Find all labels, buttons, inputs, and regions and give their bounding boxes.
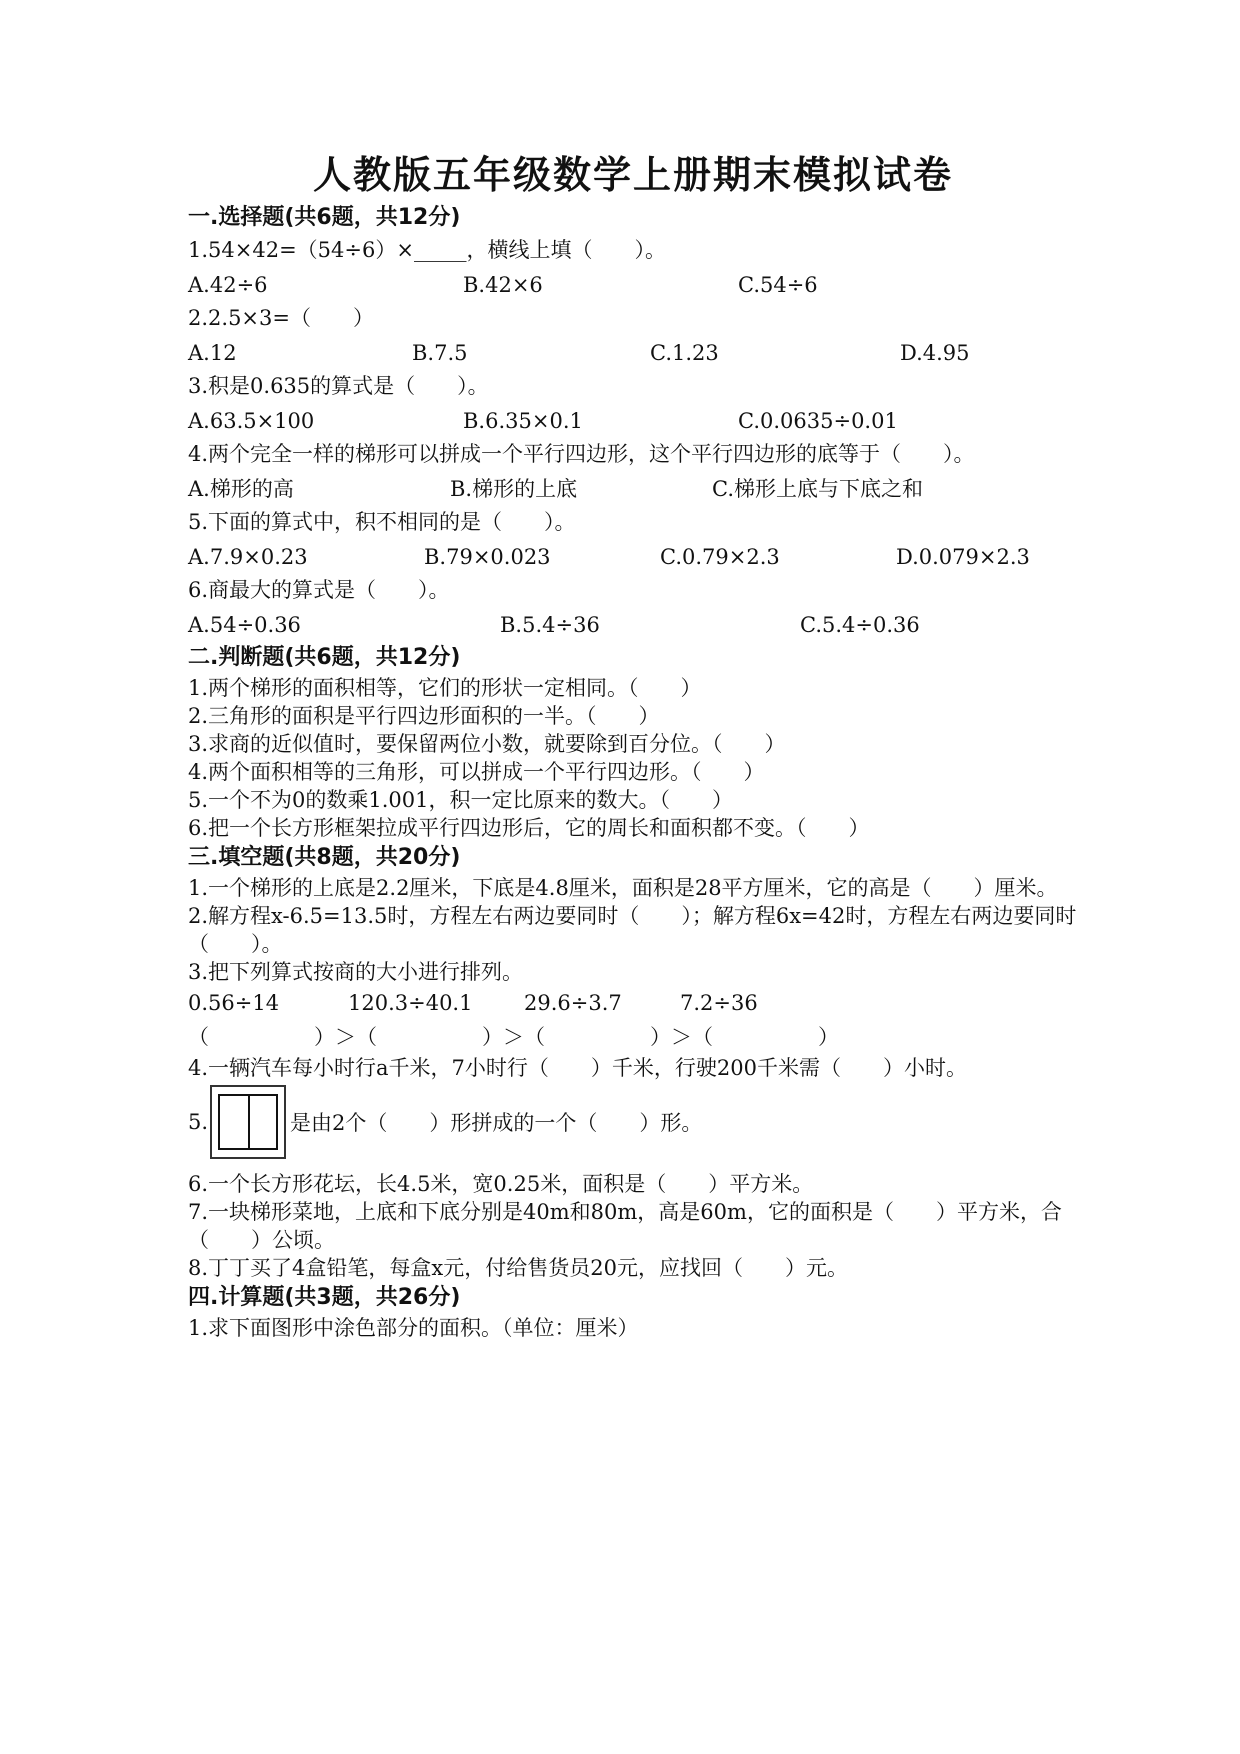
question-text: 1.54×42=（54÷6）×_____，横线上填（ ）。 bbox=[188, 238, 666, 262]
option: A.42÷6 bbox=[188, 273, 268, 297]
option: B.6.35×0.1 bbox=[463, 409, 583, 433]
expression: 7.2÷36 bbox=[680, 991, 758, 1015]
option: C.54÷6 bbox=[738, 273, 818, 297]
option: C.梯形上底与下底之和 bbox=[712, 477, 923, 501]
question-text: 1.一个梯形的上底是2.2厘米，下底是4.8厘米，面积是28平方厘米，它的高是（ ）厘米。 bbox=[188, 876, 1058, 900]
question-text: 4.两个完全一样的梯形可以拼成一个平行四边形，这个平行四边形的底等于（ ）。 bbox=[188, 442, 975, 466]
question-text: 6.一个长方形花坛，长4.5米，宽0.25米，面积是（ ）平方米。 bbox=[188, 1172, 814, 1196]
judge-item: 5.一个不为0的数乘1.001，积一定比原来的数大。（ ） bbox=[188, 788, 734, 812]
question-text: 7.一块梯形菜地，上底和下底分别是40m和80m，高是60m，它的面积是（ ）平方米，合（ ）公顷。 bbox=[188, 1200, 1062, 1252]
option: C.0.0635÷0.01 bbox=[738, 409, 898, 433]
expression: 120.3÷40.1 bbox=[348, 991, 473, 1015]
question-number: 5. bbox=[188, 1110, 209, 1134]
judge-item: 1.两个梯形的面积相等，它们的形状一定相同。（ ） bbox=[188, 676, 702, 700]
question-text: 3.积是0.635的算式是（ ）。 bbox=[188, 374, 489, 398]
option: D.0.079×2.3 bbox=[896, 545, 1030, 569]
exam-page bbox=[188, 150, 1088, 1342]
question-text: 是由2个（ ）形拼成的一个（ ）形。 bbox=[290, 1111, 703, 1135]
expression: 0.56÷14 bbox=[188, 991, 280, 1015]
option: A.12 bbox=[188, 341, 237, 365]
option: B.79×0.023 bbox=[424, 545, 551, 569]
option: B.42×6 bbox=[463, 273, 543, 297]
question-text: 2.2.5×3=（ ） bbox=[188, 306, 374, 330]
judge-item: 3.求商的近似值时，要保留两位小数，就要除到百分位。（ ） bbox=[188, 732, 786, 756]
question-text: 3.把下列算式按商的大小进行排列。 bbox=[188, 960, 524, 984]
question-text: 2.解方程x-6.5=13.5时，方程左右两边要同时（ ）；解方程6x=42时，方程左右两边要同时（ ）。 bbox=[188, 904, 1077, 956]
question-text: 1.求下面图形中涂色部分的面积。（单位：厘米） bbox=[188, 1316, 639, 1340]
section-heading-judge: 二.判断题(共6题，共12分) bbox=[188, 645, 461, 670]
expression: 29.6÷3.7 bbox=[524, 991, 622, 1015]
option-row bbox=[188, 336, 1088, 370]
option-row bbox=[188, 608, 1088, 642]
option: A.梯形的高 bbox=[188, 477, 294, 501]
section-heading-choice: 一.选择题(共6题，共12分) bbox=[188, 205, 461, 230]
option-row bbox=[188, 268, 1088, 302]
option: A.54÷0.36 bbox=[188, 613, 301, 637]
order-blank-line: （ ）＞（ ）＞（ ）＞（ ） bbox=[188, 1025, 839, 1049]
question-text: 6.商最大的算式是（ ）。 bbox=[188, 578, 450, 602]
option: B.梯形的上底 bbox=[450, 477, 578, 501]
exam-title: 人教版五年级数学上册期末模拟试卷 bbox=[312, 152, 953, 197]
order-blanks bbox=[188, 1020, 1088, 1054]
option: A.7.9×0.23 bbox=[188, 545, 308, 569]
question-with-figure bbox=[188, 1082, 1088, 1162]
section-heading-fill: 三.填空题(共8题，共20分) bbox=[188, 845, 461, 870]
option-row bbox=[188, 472, 1088, 506]
question-text: 4.一辆汽车每小时行a千米，7小时行（ ）千米，行驶200千米需（ ）小时。 bbox=[188, 1056, 967, 1080]
option: B.5.4÷36 bbox=[500, 613, 600, 637]
question-text: 5.下面的算式中，积不相同的是（ ）。 bbox=[188, 510, 576, 534]
expression-row bbox=[188, 986, 1088, 1020]
option: D.4.95 bbox=[900, 341, 970, 365]
question-text: 8.丁丁买了4盒铅笔，每盒x元，付给售货员20元，应找回（ ）元。 bbox=[188, 1256, 848, 1280]
option: C.1.23 bbox=[650, 341, 719, 365]
split-square-shape bbox=[218, 1094, 278, 1150]
judge-item: 6.把一个长方形框架拉成平行四边形后，它的周长和面积都不变。（ ） bbox=[188, 816, 870, 840]
option-row bbox=[188, 540, 1088, 574]
option: C.5.4÷0.36 bbox=[800, 613, 920, 637]
option: A.63.5×100 bbox=[188, 409, 315, 433]
option-row bbox=[188, 404, 1088, 438]
section-heading-calc: 四.计算题(共3题，共26分) bbox=[188, 1285, 461, 1310]
judge-item: 2.三角形的面积是平行四边形面积的一半。（ ） bbox=[188, 704, 660, 728]
option: B.7.5 bbox=[412, 341, 468, 365]
judge-item: 4.两个面积相等的三角形，可以拼成一个平行四边形。（ ） bbox=[188, 760, 765, 784]
rectangle-figure bbox=[210, 1085, 286, 1159]
option: C.0.79×2.3 bbox=[660, 545, 780, 569]
